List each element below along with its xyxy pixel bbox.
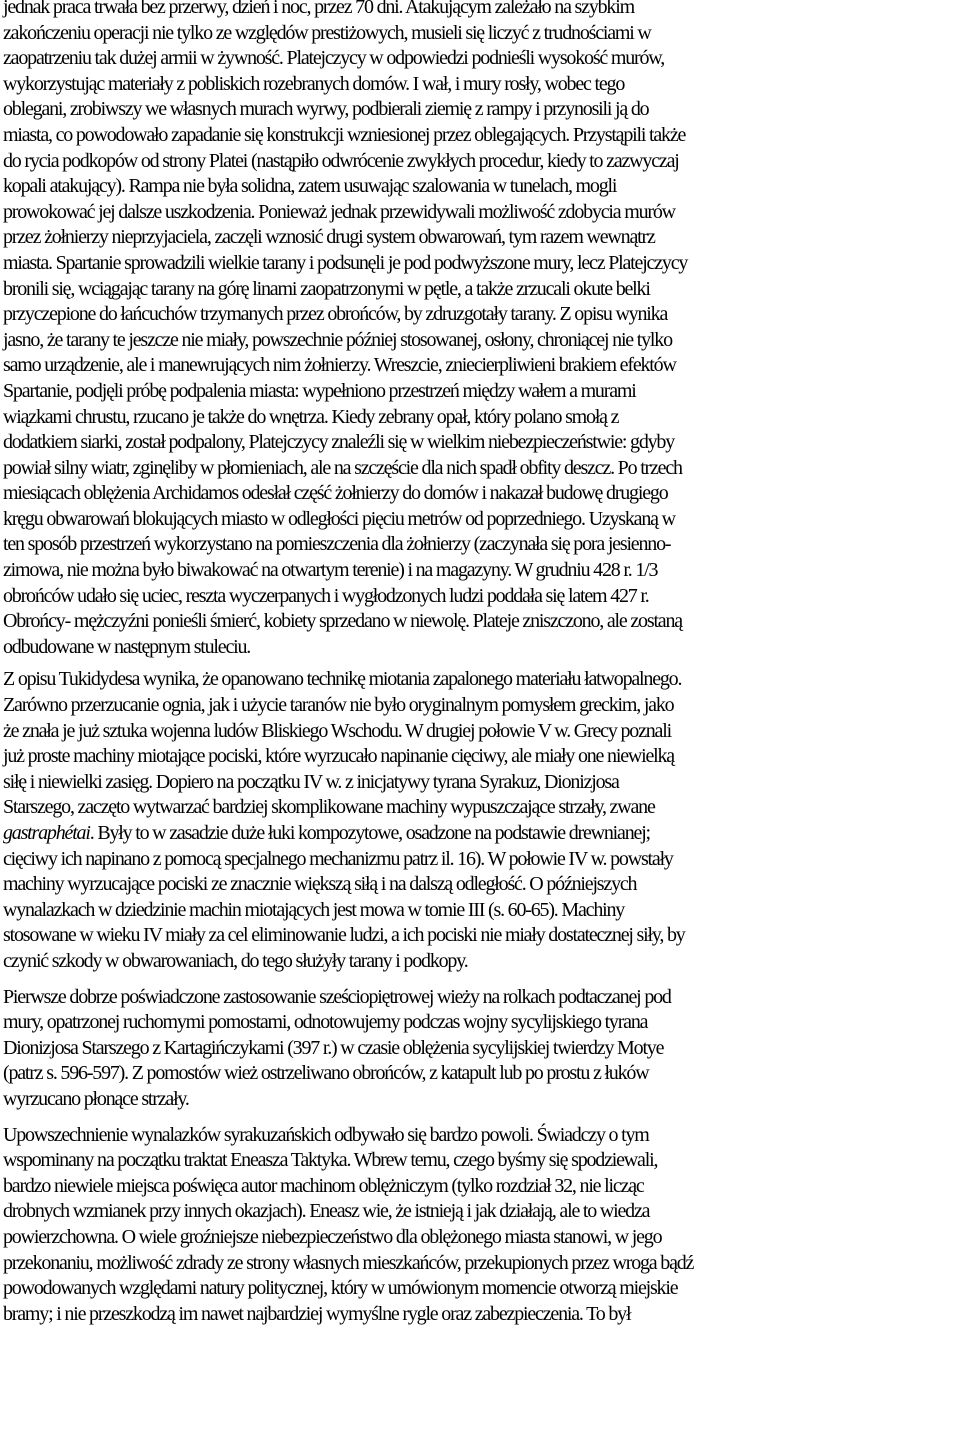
text-line: miasta. Spartanie sprowadzili wielkie tarany i podsunęli je pod podwyższone mury, lecz Platejczycy	[3, 251, 688, 274]
text-line-with-italic-term: gastraphétai. Były to w zasadzie duże łuki kompozytowe, osadzone na podstawie drewnianej;	[3, 822, 650, 844]
text-line: dodatkiem siarki, został podpalony, Platejczycy znaleźli się w wielkim niebezpieczeństwie: gdyby	[3, 431, 675, 454]
text-line: bramy; i nie przeszkodzą im nawet najbardziej wymyślne rygle oraz zabezpieczenia. To był	[3, 1302, 631, 1325]
text-line: jasno, że tarany te jeszcze nie miały, powszechnie później stosowanej, osłony, chroniącej nie tylko	[3, 328, 672, 351]
text-line: drobnych wzmianek przy innych okazjach). Eneasz wie, że istnieją i jak działają, ale to wiedza	[3, 1200, 650, 1223]
text-line: Z opisu Tukidydesa wynika, że opanowano technikę miotania zapalonego materiału łatwopalnego.	[3, 668, 682, 691]
text-line: już proste machiny miotające pociski, które wyrzucało napinanie cięciwy, ale miały one niewielką	[3, 745, 674, 768]
text-line: cięciwy ich napinano z pomocą specjalnego mechanizmu patrz il. 16). W połowie IV w. powstały	[3, 847, 673, 870]
text-line: wiązkami chrustu, rzucano je także do wnętrza. Kiedy zebrany opał, który polano smołą z	[3, 405, 619, 428]
text-line: siłę i niewielki zasięg. Dopiero na początku IV w. z inicjatywy tyrana Syrakuz, Dionizjosa	[3, 770, 619, 793]
text-line: mury, opatrzonej ruchomymi pomostami, odnotowujemy podczas wojny sycylijskiego tyrana	[3, 1011, 648, 1034]
paragraph-siege-machines	[3, 667, 959, 974]
text-line: miasta, co powodowało zapadanie się konstrukcji wzniesionej przez oblegających. Przystąpili także	[3, 123, 686, 146]
text-line: że znała je już sztuka wojenna ludów Bliskiego Wschodu. W drugiej połowie V w. Grecy poznali	[3, 719, 671, 742]
text-line: Spartanie, podjęli próbę podpalenia miasta: wypełniono przestrzeń między wałem a murami	[3, 379, 636, 402]
text-line: stosowane w wieku IV miały za cel eliminowanie ludzi, a ich pociski nie miały dostatecznej siły, by	[3, 924, 685, 947]
text-line: samo urządzenie, ale i manewrujących nim żołnierzy. Wreszcie, zniecierpliwieni brakiem efektów	[3, 354, 676, 377]
paragraph-siege-of-plataea	[3, 0, 959, 660]
text-line: przyczepione do łańcuchów trzymanych przez obrońców, by zdruzgotały tarany. Z opisu wynika	[3, 303, 668, 326]
italic-term: gastraphétai	[3, 822, 90, 844]
text-line: Dionizjosa Starszego z Kartagińczykami (397 r.) w czasie oblężenia sycylijskiej twierdzy Motye	[3, 1036, 664, 1059]
text-line: kopali atakujący). Rampa nie była solidna, zatem usuwając szalowania w tunelach, mogli	[3, 175, 617, 198]
document-page	[3, 0, 959, 1337]
text-line: zakończeniu operacji nie tylko ze względów prestiżowych, musieli się liczyć z trudnościami w	[3, 21, 651, 44]
text-line: jednak praca trwała bez przerwy, dzień i noc, przez 70 dni. Atakującym zależało na szybkim	[3, 0, 634, 18]
text-line: oblegani, zrobiwszy we własnych murach wyrwy, podbierali ziemię z rampy i przynosili ją do	[3, 98, 649, 121]
text-line: powiał silny wiatr, zginęliby w płomieniach, ale na szczęście dla nich spadł obfity deszcz. Po trzech	[3, 456, 682, 479]
text-line: wspominany na początku traktat Eneasza Taktyka. Wbrew temu, czego byśmy się spodziewali,	[3, 1149, 658, 1172]
text-line: Upowszechnienie wynalazków syrakuzańskich odbywało się bardzo powoli. Świadczy o tym	[3, 1123, 649, 1146]
text-line: przekonaniu, możliwość zdrady ze strony własnych mieszkańców, przekupionych przez wroga bądź	[3, 1251, 694, 1274]
text-line: bronili się, wciągając tarany na górę linami zaopatrzonymi w pętle, a także zrzucali okute belki	[3, 277, 650, 300]
text-line: powierzchowna. O wiele groźniejsze niebezpieczeństwo dla oblężonego miasta stanowi, w jego	[3, 1225, 662, 1248]
text-line: kręgu obwarowań blokujących miasto w odległości pięciu metrów od poprzedniego. Uzyskaną w	[3, 507, 675, 530]
text-line: Starszego, zaczęto wytwarzać bardziej skomplikowane machiny wypuszczające strzały, zwane	[3, 796, 655, 819]
text-line: (patrz s. 596-597). Z pomostów wież ostrzeliwano obrońców, z katapult lub po prostu z łuków	[3, 1062, 649, 1085]
text-line: Pierwsze dobrze poświadczone zastosowanie sześciopiętrowej wieży na rolkach podtaczanej pod	[3, 985, 671, 1008]
text-line: powodowanych względami natury politycznej, który w umówionym momencie otworzą miejskie	[3, 1277, 678, 1300]
text-line: zimowa, nie można było biwakować na otwartym terenie) i na magazyny. W grudniu 428 r. 1/3	[3, 559, 658, 582]
text-line: wyrzucano płonące strzały.	[3, 1087, 189, 1110]
text-line: miesiącach oblężenia Archidamos odesłał część żołnierzy do domów i nakazał budowę drugiego	[3, 482, 668, 505]
text-line: ten sposób przestrzeń wykorzystano na pomieszczenia dla żołnierzy (zaczynała się pora jesienno-	[3, 533, 671, 556]
text-line: wynalazkach w dziedzinie machin miotających jest mowa w tomie III (s. 60-65). Machiny	[3, 898, 625, 921]
text-line: prowokować jej dalsze uszkodzenia. Ponieważ jednak przewidywali możliwość zdobycia murów	[3, 200, 675, 223]
text-line: obrońców udało się uciec, reszta wyczerpanych i wygłodzonych ludzi poddała się latem 427 r.	[3, 584, 649, 607]
paragraph-aeneas-tacticus	[3, 1123, 959, 1328]
text-line: wykorzystując materiały z pobliskich rozebranych domów. I wał, i mury rosły, wobec tego	[3, 72, 625, 95]
text-line: odbudowane w następnym stuleciu.	[3, 635, 251, 658]
paragraph-siege-tower	[3, 985, 959, 1113]
text-line: zaopatrzeniu tak dużej armii w żywność. Platejczycy w odpowiedzi podnieśli wysokość murów,	[3, 47, 665, 70]
text-line: Zarówno przerzucanie ognia, jak i użycie taranów nie było oryginalnym pomysłem greckim, jako	[3, 694, 674, 717]
text-line: machiny wyrzucające pociski ze znacznie większą siłą i na dalszą odległość. O późniejszych	[3, 873, 637, 896]
text-line: do rycia podkopów od strony Platei (nastąpiło odwrócenie zwykłych procedur, kiedy to zazwyczaj	[3, 149, 679, 172]
text-line: czynić szkody w obwarowaniach, do tego służyły tarany i podkopy.	[3, 949, 468, 972]
text-line: Obrońcy- mężczyźni ponieśli śmierć, kobiety sprzedano w niewolę. Plateje zniszczono, ale zostaną	[3, 610, 682, 633]
text-line: bardzo niewiele miejsca poświęca autor machinom oblężniczym (tylko rozdział 32, nie licząc	[3, 1174, 644, 1197]
text-line: przez żołnierzy nieprzyjaciela, zaczęli wznosić drugi system obwarowań, tym razem wewnątrz	[3, 226, 655, 249]
